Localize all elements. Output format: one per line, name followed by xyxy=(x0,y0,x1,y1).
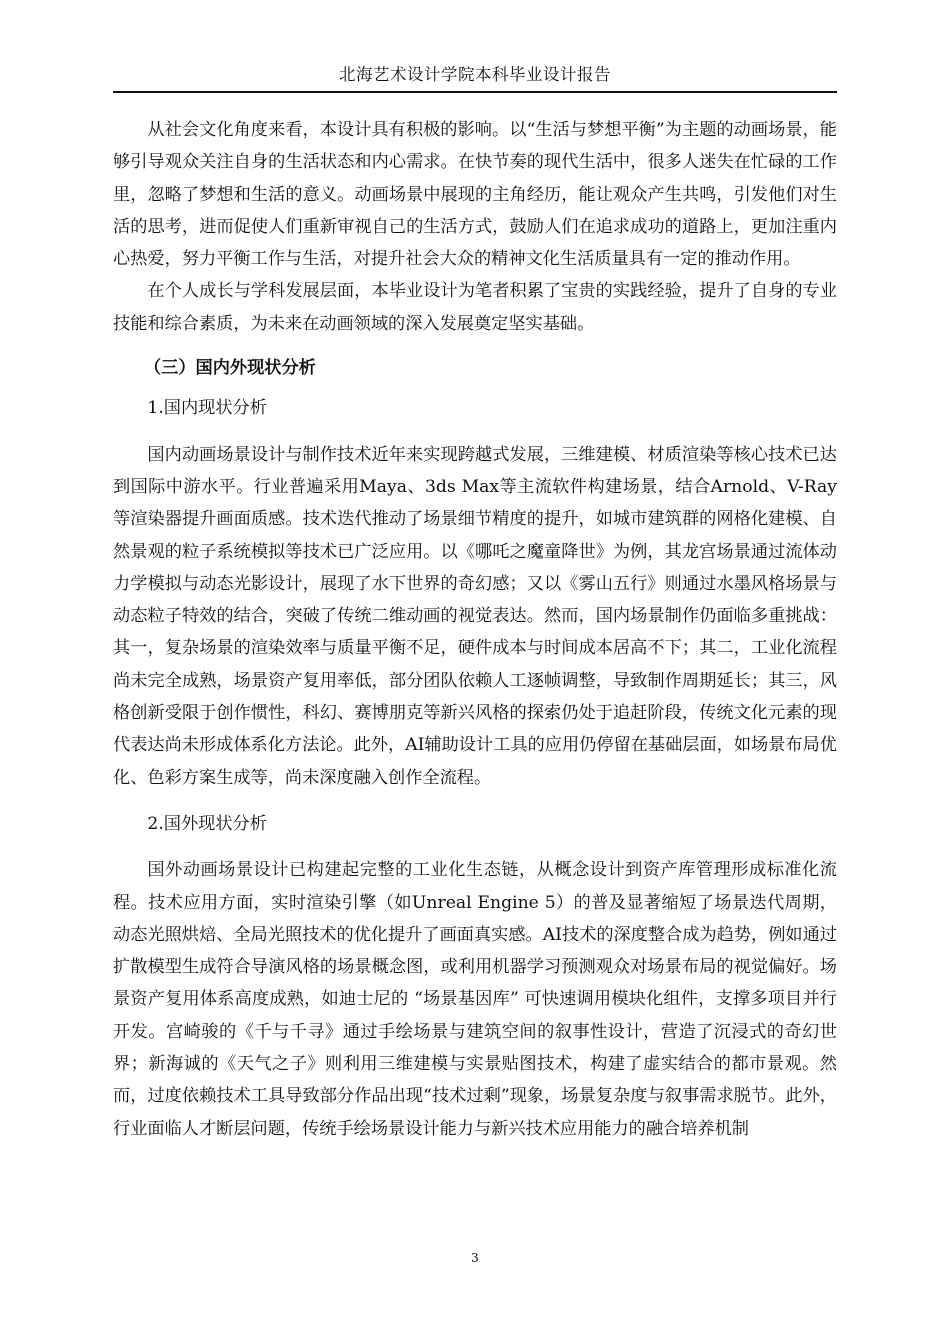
running-header-title: 北海艺术设计学院本科毕业设计报告 xyxy=(339,65,611,84)
body-content xyxy=(113,114,837,1145)
section-heading-status-analysis: （三）国内外现状分析 xyxy=(143,358,316,379)
paragraph-foreign-status: 国外动画场景设计已构建起完整的工业化生态链，从概念设计到资产库管理形成标准化流程。技术应用方面，实时渲染引擎（如Unreal Engine 5）的普及显著缩短了场景迭代周期，动态光照烘焙、全局光照技术的优化提升了画面真实感。AI技术的深度整合成为趋势，例如通过扩散模型生成符合导演风格的场景概念图，或利用机器学习预测观众对场景布局的视觉偏好。场景资产复用体系高度成熟，如迪士尼的 “场景基因库” 可快速调用模块化组件，支撑多项目并行开发。宫崎骏的《千与千寻》通过手绘场景与建筑空间的叙事性设计，营造了沉浸式的奇幻世界；新海诚的《天气之子》则利用三维建模与实景贴图技术，构建了虚实结合的都市景观。然而，过度依赖技术工具导致部分作品出现“技术过剩”现象，场景复杂度与叙事需求脱节。此外，行业面临人才断层问题，传统手绘场景设计能力与新兴技术应用能力的融合培养机制 xyxy=(113,860,837,1139)
subheading-domestic-status: 1.国内现状分析 xyxy=(147,398,267,419)
header-divider xyxy=(113,91,837,93)
page-number: 3 xyxy=(471,1251,479,1265)
paragraph-personal-growth: 在个人成长与学科发展层面，本毕业设计为笔者积累了宝贵的实践经验，提升了自身的专业技能和综合素质，为未来在动画领域的深入发展奠定坚实基础。 xyxy=(113,281,837,334)
subheading-foreign-status: 2.国外现状分析 xyxy=(147,813,267,834)
paragraph-social-culture: 从社会文化角度来看，本设计具有积极的影响。以“生活与梦想平衡”为主题的动画场景，能够引导观众关注自身的生活状态和内心需求。在快节奏的现代生活中，很多人迷失在忙碌的工作里，忽略了梦想和生活的意义。动画场景中展现的主角经历，能让观众产生共鸣，引发他们对生活的思考，进而促使人们重新审视自己的生活方式，鼓励人们在追求成功的道路上，更加注重内心热爱，努力平衡工作与生活，对提升社会大众的精神文化生活质量具有一定的推动作用。 xyxy=(113,120,837,270)
paragraph-domestic-status: 国内动画场景设计与制作技术近年来实现跨越式发展，三维建模、材质渲染等核心技术已达到国际中游水平。行业普遍采用Maya、3ds Max等主流软件构建场景，结合Arnold、V-Ray等渲染器提升画面质感。技术迭代推动了场景细节精度的提升，如城市建筑群的网格化建模、自然景观的粒子系统模拟等技术已广泛应用。以《哪吒之魔童降世》为例，其龙宫场景通过流体动力学模拟与动态光影设计，展现了水下世界的奇幻感；又以《雾山五行》则通过水墨风格场景与动态粒子特效的结合，突破了传统二维动画的视觉表达。然而，国内场景制作仍面临多重挑战：其一，复杂场景的渲染效率与质量平衡不足，硬件成本与时间成本居高不下；其二，工业化流程尚未完全成熟，场景资产复用率低，部分团队依赖人工逐帧调整，导致制作周期延长；其三，风格创新受限于创作惯性，科幻、赛博朋克等新兴风格的探索仍处于追赶阶段，传统文化元素的现代表达尚未形成体系化方法论。此外，AI辅助设计工具的应用仍停留在基础层面，如场景布局优化、色彩方案生成等，尚未深度融入创作全流程。 xyxy=(113,444,837,788)
